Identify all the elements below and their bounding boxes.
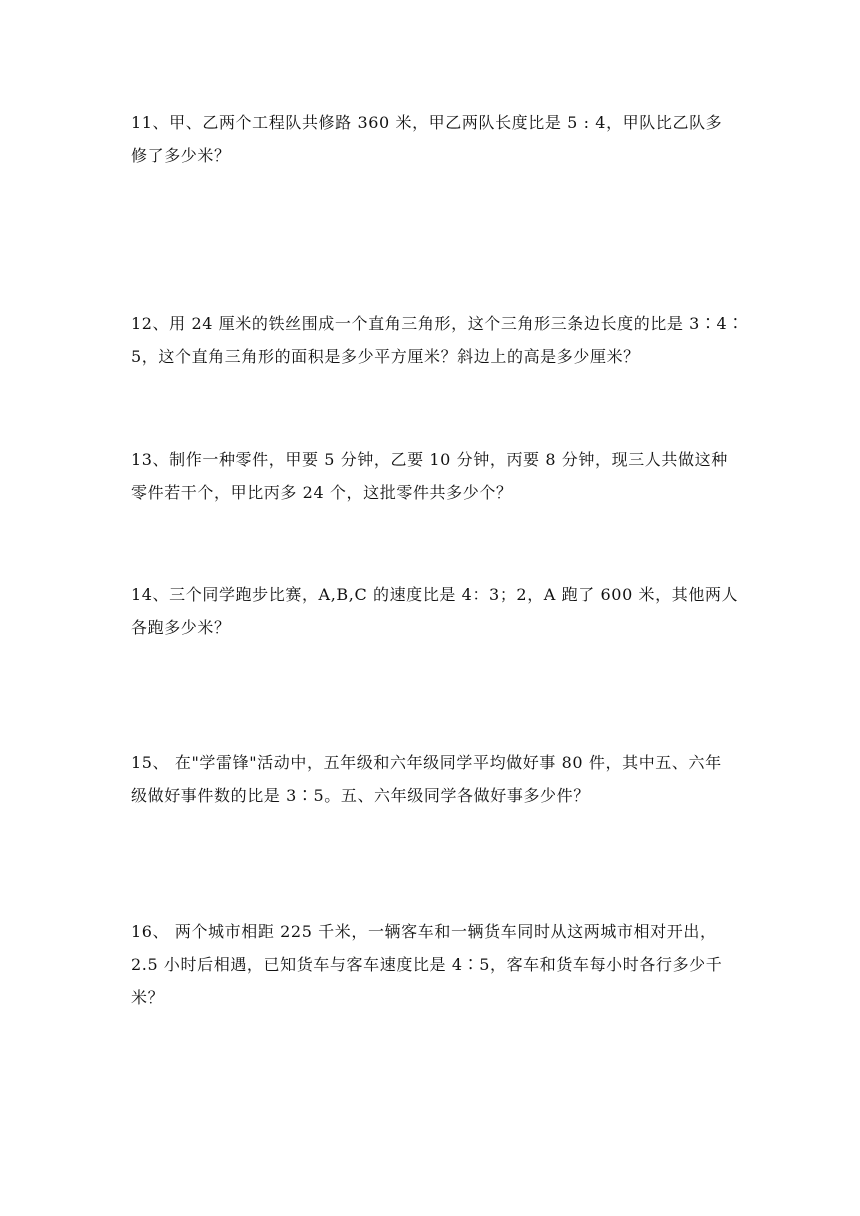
problem-13 [131,443,739,509]
problem-15-line-2: 级做好事件数的比是 3∶5。五、六年级同学各做好事多少件？ [131,786,590,805]
problem-15-line-1: 15、 在"学雷锋"活动中，五年级和六年级同学平均做好事 80 件，其中五、六年 [131,753,722,772]
problem-11-line-1: 11、甲、乙两个工程队共修路 360 米，甲乙两队长度比是 5 : 4，甲队比乙队多 [131,113,723,132]
problem-13-line-2: 零件若干个，甲比丙多 24 个，这批零件共多少个？ [131,483,513,502]
problem-16 [131,915,739,1014]
problem-12-line-2: 5，这个直角三角形的面积是多少平方厘米？斜边上的高是多少厘米？ [131,347,640,366]
problem-16-line-3: 米？ [131,988,165,1007]
problem-15 [131,746,739,812]
problem-11 [131,106,739,172]
problem-14-line-1: 14、三个同学跑步比赛，A,B,C 的速度比是 4：3；2，A 跑了 600 米，其他两人 [131,585,739,604]
problem-14-line-2: 各跑多少米？ [131,618,231,637]
problem-16-line-1: 16、 两个城市相距 225 千米，一辆客车和一辆货车同时从这两城市相对开出， [131,922,717,941]
problem-16-line-2: 2.5 小时后相遇，已知货车与客车速度比是 4∶5，客车和货车每小时各行多少千 [131,955,723,974]
problem-12 [131,307,744,373]
problem-14 [131,578,739,644]
problem-13-line-1: 13、制作一种零件，甲要 5 分钟，乙要 10 分钟，丙要 8 分钟，现三人共做这种 [131,450,728,469]
problem-12-line-1: 12、用 24 厘米的铁丝围成一个直角三角形，这个三角形三条边长度的比是 3∶4∶ [131,314,744,333]
problem-11-line-2: 修了多少米？ [131,146,231,165]
